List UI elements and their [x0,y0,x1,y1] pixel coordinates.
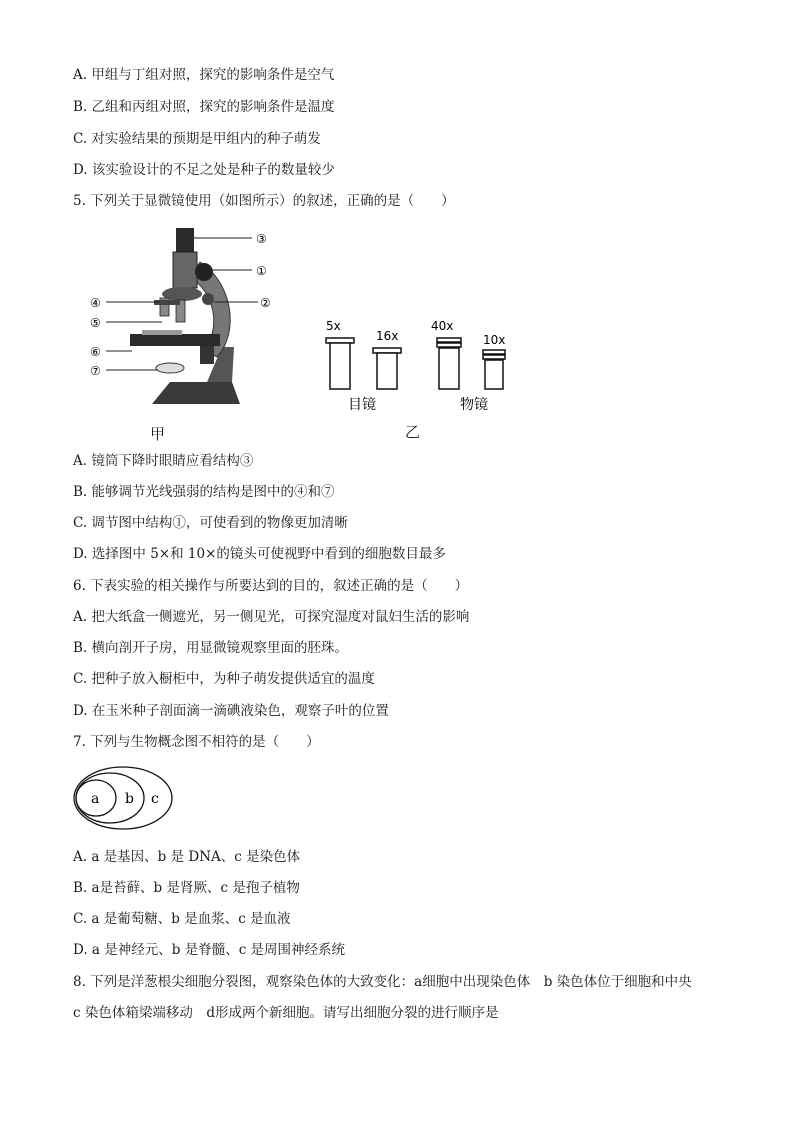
q6-option-b: B. 横向剖开子房，用显微镜观察里面的胚珠。 [73,640,349,656]
q8-line-2: c 染色体箱梁端移动 d形成两个新细胞。请写出细胞分裂的进行顺序是 [73,1005,499,1021]
microscope-figure [82,222,282,417]
venn-label-c: c [151,791,159,807]
label-5: ⑤ [90,316,101,330]
q6-stem: 6. 下表实验的相关操作与所要达到的目的，叙述正确的是（ ） [73,578,469,594]
label-6: ⑥ [90,345,101,359]
q7-option-b: B. a是苔藓、b 是肾厥、c 是孢子植物 [73,880,300,896]
q4-option-b: B. 乙组和丙组对照，探究的影响条件是温度 [73,99,335,115]
objective-label: 物镜 [460,397,488,413]
q7-option-a: A. a 是基因、b 是 DNA、c 是染色体 [73,849,301,865]
lens-figure [318,312,528,417]
objective-mag-10x: 10x [483,333,506,347]
figure-yi-caption: 乙 [405,423,421,441]
venn-label-a: a [91,791,100,807]
q5-option-c: C. 调节图中结构①，可使看到的物像更加清晰 [73,515,348,531]
q7-stem: 7. 下列与生物概念图不相符的是（ ） [73,734,320,750]
q4-option-a: A. 甲组与丁组对照，探究的影响条件是空气 [73,67,335,83]
q5-option-d: D. 选择图中 5×和 10×的镜头可使视野中看到的细胞数目最多 [73,546,446,562]
q8-line-1: 8. 下列是洋葱根尖细胞分裂图，观察染色体的大致变化：a细胞中出现染色体 b 染色体位于细胞和中央 [73,974,692,990]
q5-option-a: A. 镜筒下降时眼睛应看结构③ [73,453,254,469]
q6-option-d: D. 在玉米种子剖面滴一滴碘液染色，观察子叶的位置 [73,703,389,719]
label-1: ① [256,264,267,278]
label-3: ③ [256,232,267,246]
q6-option-a: A. 把大纸盒一侧遮光，另一侧见光，可探究湿度对鼠妇生活的影响 [73,609,470,625]
eyepiece-mag-16x: 16x [376,329,399,343]
q5-option-b: B. 能够调节光线强弱的结构是图中的④和⑦ [73,484,335,500]
label-2: ② [260,296,271,310]
q7-option-d: D. a 是神经元、b 是脊髓、c 是周围神经系统 [73,942,346,958]
label-4: ④ [90,296,101,310]
q5-stem: 5. 下列关于显微镜使用（如图所示）的叙述，正确的是（ ） [73,193,455,209]
eyepiece-label: 目镜 [348,397,376,413]
q6-option-c: C. 把种子放入橱柜中，为种子萌发提供适宜的温度 [73,671,375,687]
q4-option-d: D. 该实验设计的不足之处是种子的数量较少 [73,162,335,178]
q4-option-c: C. 对实验结果的预期是甲组内的种子萌发 [73,131,321,147]
label-7: ⑦ [90,364,101,378]
venn-diagram [72,765,174,831]
venn-label-b: b [125,791,134,807]
eyepiece-mag-5x: 5x [326,319,341,333]
figure-jia-caption: 甲 [150,425,166,443]
q7-option-c: C. a 是葡萄糖、b 是血浆、c 是血液 [73,911,291,927]
objective-mag-40x: 40x [431,319,454,333]
